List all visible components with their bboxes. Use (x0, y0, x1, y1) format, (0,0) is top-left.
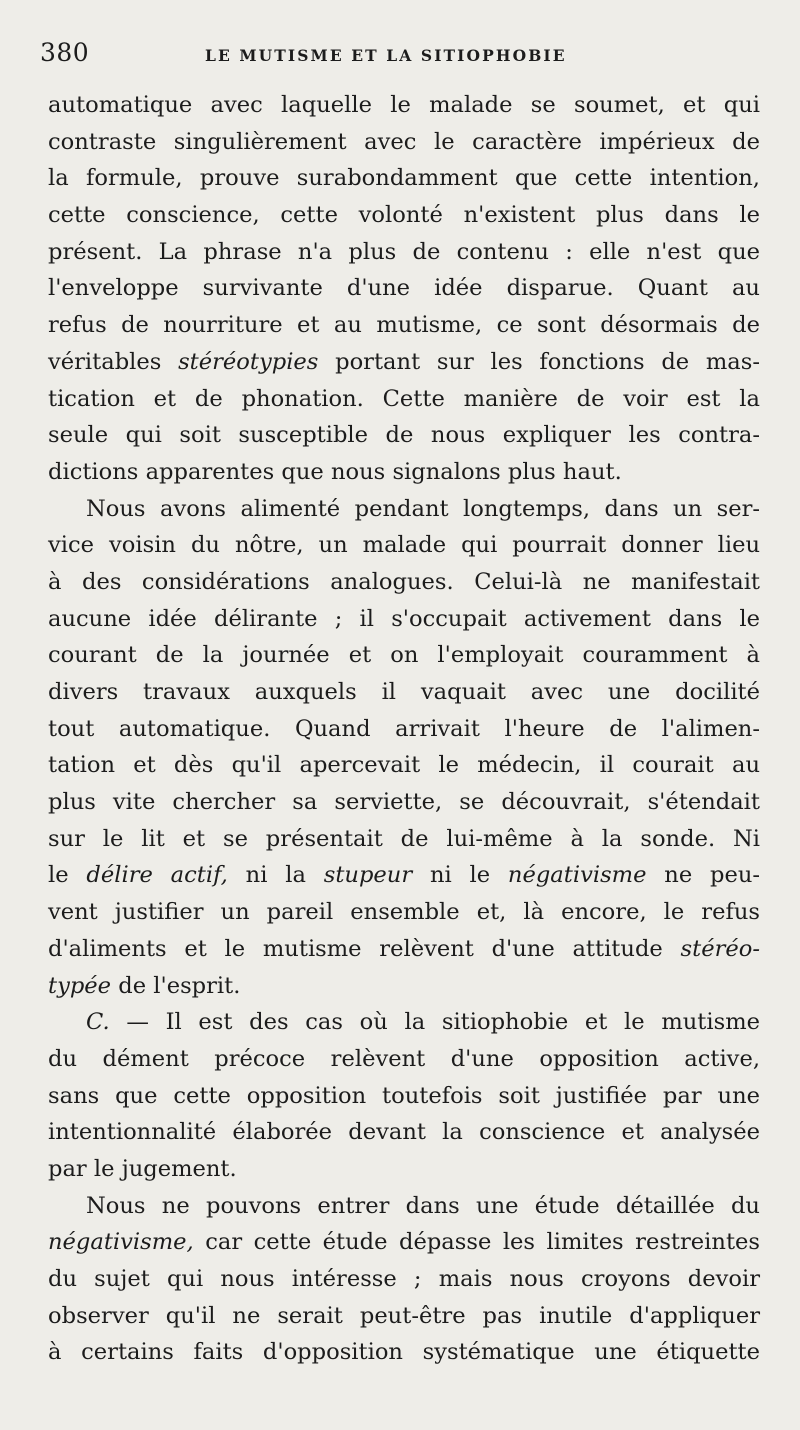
text-line: divers travaux auxquels il vaquait avec une docilité (48, 679, 760, 705)
text-line: automatique avec laquelle le malade se soumet, et qui (48, 92, 760, 118)
italic-term: stéréotypies (178, 348, 319, 375)
text-line: sans que cette opposition toutefois soit justifiée par une (48, 1082, 760, 1109)
body-text (48, 87, 760, 1371)
italic-term: négativisme (507, 862, 647, 889)
italic-term: stéréo- (680, 935, 760, 962)
text-line: la formule, prouve surabondamment que cette intention, (48, 165, 760, 192)
text-line: C. — Il est des cas où la sitiophobie et le mutisme (86, 1009, 760, 1036)
text-line: cette conscience, cette volonté n'existent plus dans le (48, 202, 760, 229)
text-line: courant de la journée et on l'employait couramment à (48, 642, 760, 669)
running-title: LE MUTISME ET LA SITIOPHOBIE (205, 46, 567, 65)
page-number: 380 (40, 38, 90, 67)
text-line: refus de nourriture et au mutisme, ce sont désormais de (48, 312, 760, 339)
text-line: présent. La phrase n'a plus de contenu : elle n'est que (48, 238, 760, 265)
italic-term: stupeur (323, 862, 413, 889)
text-line: contraste singulièrement avec le caractère impérieux de (48, 128, 760, 155)
text-line: d'aliments et le mutisme relèvent d'une attitude stéréo- (48, 935, 760, 962)
text-line: l'enveloppe survivante d'une idée disparue. Quant au (48, 275, 760, 302)
section-letter: C. (86, 1009, 110, 1036)
text-line: observer qu'il ne serait peut-être pas inutile d'appliquer (48, 1302, 760, 1329)
italic-term: négativisme, (48, 1229, 194, 1256)
text-line: typée de l'esprit. (48, 972, 241, 999)
text-line: véritables stéréotypies portant sur les fonctions de mas- (48, 348, 760, 375)
page-header (40, 38, 760, 72)
text-line: Nous ne pouvons entrer dans une étude détaillée du (86, 1192, 760, 1219)
text-line: vice voisin du nôtre, un malade qui pourrait donner lieu (48, 532, 760, 559)
text-line: Nous avons alimenté pendant longtemps, dans un ser- (86, 495, 760, 522)
text-line: le délire actif, ni la stupeur ni le négativisme ne peu- (48, 862, 761, 889)
text-line: à des considérations analogues. Celui-là ne manifestait (48, 568, 760, 595)
text-line: négativisme, car cette étude dépasse les limites restreintes (48, 1229, 760, 1256)
text-line: dictions apparentes que nous signalons plus haut. (48, 458, 622, 485)
text-line: du sujet qui nous intéresse ; mais nous croyons devoir (48, 1266, 760, 1292)
text-line: sur le lit et se présentait de lui-même à la sonde. Ni (48, 825, 760, 852)
text-line: à certains faits d'opposition systématique une étiquette (48, 1339, 760, 1366)
text-line: intentionnalité élaborée devant la conscience et analysée (48, 1119, 760, 1146)
italic-term: typée (48, 972, 112, 999)
text-line: tation et dès qu'il apercevait le médecin, il courait au (48, 752, 760, 779)
text-line: tication et de phonation. Cette manière de voir est la (48, 385, 760, 412)
text-line: vent justifier un pareil ensemble et, là encore, le refus (48, 899, 760, 926)
text-line: par le jugement. (48, 1155, 237, 1182)
text-line: du dément précoce relèvent d'une opposition active, (48, 1045, 760, 1072)
italic-term: délire actif, (86, 862, 228, 889)
text-line: aucune idée délirante ; il s'occupait activement dans le (48, 605, 760, 632)
text-line: tout automatique. Quand arrivait l'heure de l'alimen- (48, 715, 760, 742)
text-line: plus vite chercher sa serviette, se découvrait, s'étendait (48, 789, 760, 816)
text-line: seule qui soit susceptible de nous expliquer les contra- (48, 422, 760, 449)
